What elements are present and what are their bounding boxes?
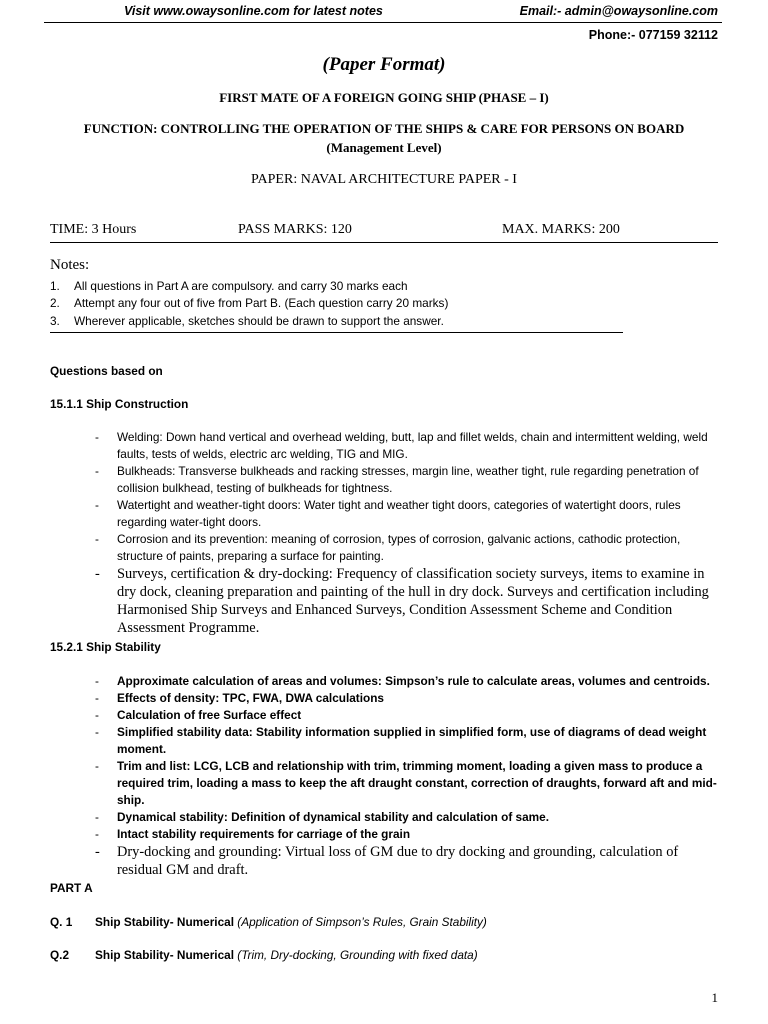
bullet-dash: - (95, 844, 100, 860)
bullet-dash: - (95, 674, 99, 688)
list-item (95, 826, 720, 843)
ship-stability-list (95, 673, 720, 879)
note-item (50, 279, 408, 293)
bullet-dash: - (95, 759, 99, 773)
bullet-dash: - (95, 498, 99, 512)
list-item (95, 843, 720, 879)
question-detail: (Application of Simpson’s Rules, Grain Stability) (237, 915, 487, 929)
bullet-dash: - (95, 810, 99, 824)
note-item (50, 314, 444, 328)
question-number: Q. 1 (50, 915, 73, 929)
list-item (95, 531, 720, 565)
list-item-text: Effects of density: TPC, FWA, DWA calculations (117, 691, 384, 705)
function-title: FUNCTION: CONTROLLING THE OPERATION OF THE SHIPS & CARE FOR PERSONS ON BOARD (83, 121, 685, 136)
bullet-dash: - (95, 691, 99, 705)
paper-name: PAPER: NAVAL ARCHITECTURE PAPER - I (251, 172, 517, 187)
list-item-text: Watertight and weather-tight doors: Water tight and weather tight doors, categories of watertight doors, rules regarding water-tight doors. (117, 498, 681, 529)
list-item (95, 497, 720, 531)
list-item-text: Corrosion and its prevention: meaning of corrosion, types of corrosion, galvanic actions, cathodic protection, structure of paints, preparing a surface for painting. (117, 532, 681, 563)
list-item (95, 724, 720, 758)
question-row (50, 915, 487, 929)
header-visit-text: Visit www.owaysonline.com for latest notes (124, 4, 383, 18)
bullet-dash: - (95, 725, 99, 739)
marks-divider (50, 242, 718, 243)
questions-based-on-heading: Questions based on (50, 364, 163, 378)
notes-divider (50, 332, 623, 333)
note-number: 3. (50, 314, 60, 328)
list-item-text: Dry-docking and grounding: Virtual loss of GM due to dry docking and grounding, calculation of residual GM and draft. (117, 844, 679, 878)
time-label: TIME: 3 Hours (50, 222, 137, 237)
list-item-text: Welding: Down hand vertical and overhead welding, butt, lap and fillet welds, chain and intermittent welding, weld faults, tests of welds, electric arc welding, TIG and MIG. (117, 430, 708, 461)
note-number: 1. (50, 279, 60, 293)
question-title: Ship Stability- Numerical (95, 948, 234, 962)
list-item-text: Calculation of free Surface effect (117, 708, 302, 722)
list-item (95, 565, 720, 637)
ship-stability-heading: 15.2.1 Ship Stability (50, 640, 161, 654)
header-email-text: Email:- admin@owaysonline.com (519, 4, 718, 18)
pass-marks-label: PASS MARKS: 120 (238, 222, 352, 237)
question-number: Q.2 (50, 948, 70, 962)
bullet-dash: - (95, 430, 99, 444)
list-item-text: Approximate calculation of areas and volumes: Simpson’s rule to calculate areas, volumes and centroids. (117, 674, 710, 688)
question-title: Ship Stability- Numerical (95, 915, 234, 929)
level-title: (Management Level) (326, 140, 442, 155)
question-detail: (Trim, Dry-docking, Grounding with fixed data) (237, 948, 478, 962)
note-text: Attempt any four out of five from Part B. (Each question carry 20 marks) (74, 296, 449, 310)
bullet-dash: - (95, 532, 99, 546)
list-item-text: Dynamical stability: Definition of dynamical stability and calculation of same. (117, 810, 549, 824)
website-header (44, 4, 722, 23)
note-number: 2. (50, 296, 60, 310)
list-item (95, 809, 720, 826)
exam-title: FIRST MATE OF A FOREIGN GOING SHIP (PHASE – I) (219, 90, 549, 105)
paper-format-title: (Paper Format) (322, 54, 446, 75)
page-number: 1 (711, 990, 718, 1005)
list-item (95, 707, 720, 724)
note-text: Wherever applicable, sketches should be drawn to support the answer. (74, 314, 444, 328)
note-item (50, 296, 448, 310)
question-row (50, 948, 478, 962)
list-item-text: Trim and list: LCG, LCB and relationship with trim, trimming moment, loading a given mass to produce a required trim, loading a mass to keep the aft draught constant, correction of draughts, forward aft and mid-ship. (117, 759, 717, 807)
list-item (95, 673, 720, 690)
list-item-text: Surveys, certification & dry-docking: Frequency of classification society surveys, items to examine in dry dock, cleaning preparation and painting of the hull in dry dock. Surveys and certification including Harmonised Ship Surveys and Enhanced Surveys, Condition Assessment Scheme and Condition Assessment Programme. (117, 566, 709, 636)
ship-construction-list (95, 429, 720, 637)
list-item (95, 429, 720, 463)
max-marks-label: MAX. MARKS: 200 (502, 222, 620, 237)
list-item (95, 758, 720, 809)
ship-construction-heading: 15.1.1 Ship Construction (50, 397, 189, 411)
note-text: All questions in Part A are compulsory. and carry 30 marks each (74, 279, 408, 293)
header-phone-text: Phone:- 077159 32112 (588, 28, 718, 42)
list-item-text: Bulkheads: Transverse bulkheads and racking stresses, margin line, weather tight, rule regarding penetration of collision bulkhead, testing of bulkheads for tightness. (117, 464, 699, 495)
part-a-heading: PART A (50, 881, 93, 895)
notes-heading: Notes: (50, 257, 90, 273)
list-item (95, 463, 720, 497)
bullet-dash: - (95, 827, 99, 841)
bullet-dash: - (95, 708, 99, 722)
list-item-text: Simplified stability data: Stability information supplied in simplified form, use of diagrams of dead weight moment. (117, 725, 707, 756)
bullet-dash: - (95, 464, 99, 478)
list-item (95, 690, 720, 707)
bullet-dash: - (95, 566, 100, 582)
list-item-text: Intact stability requirements for carriage of the grain (117, 827, 411, 841)
